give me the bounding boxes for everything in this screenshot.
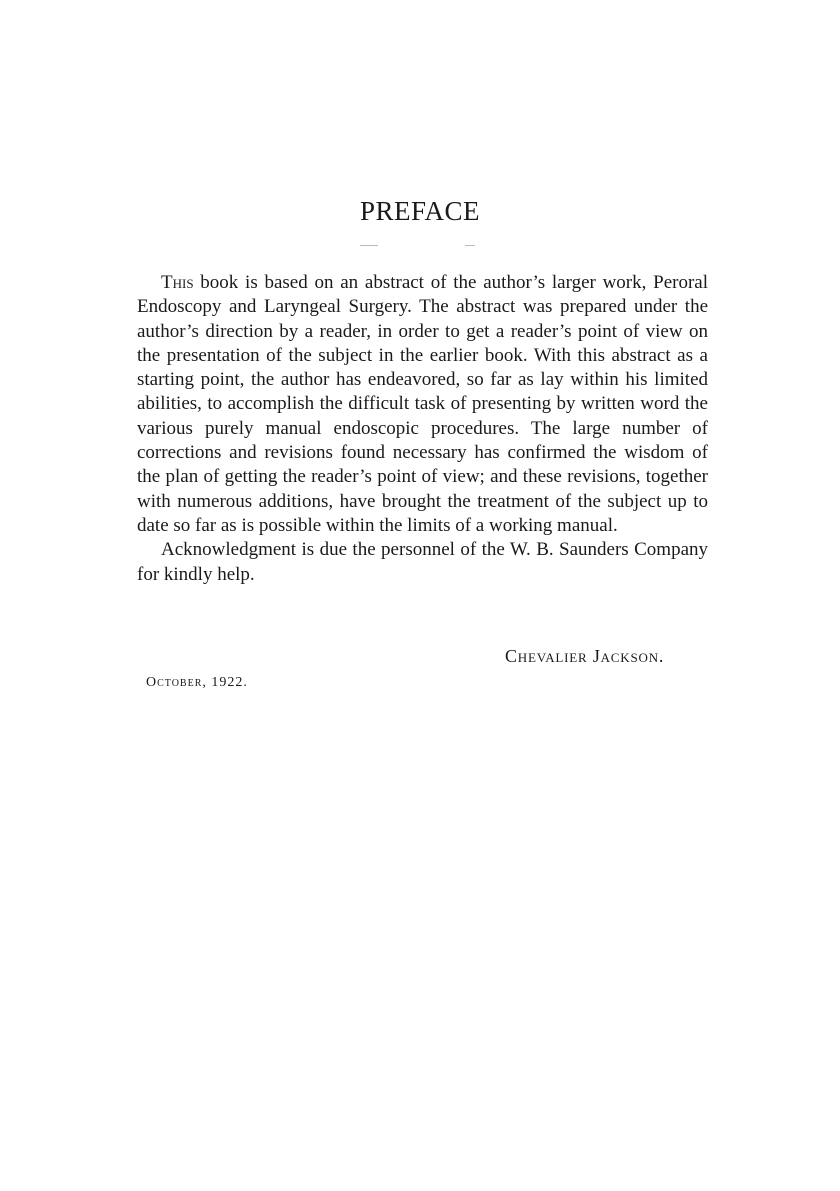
paragraph-lead-word: This [161, 272, 194, 293]
preface-title: PREFACE [359, 196, 481, 226]
paragraph-1-text: book is based on an abstract of the author’s larger work, Peroral Endoscopy and Laryngeal Surgery. The abstract was prepared under the author’s direction by a reader, in order to get a reader’s point of view on the presentation of the subject in the earlier book. With this abstract as a starting point, the author has endeavored, so far as lay within his limited abilities, to accomplish the difficult task of presenting by written word the various purely manual endoscopic procedures. The large number of corrections and revisions found necessary has confirmed the wisdom of the plan of getting the reader’s point of view; and these revisions, together with numerous additions, have brought the treatment of the subject up to date so far as is possible within the limits of a working manual. [137, 272, 708, 536]
title-rule-right [465, 245, 475, 246]
dateline: October, 1922. [146, 675, 248, 690]
preface-paragraph-1 [137, 271, 708, 538]
preface-body [137, 271, 708, 587]
preface-paragraph-2: Acknowledgment is due the personnel of the W. B. Saunders Company for kindly help. [137, 539, 708, 585]
title-rule-left [360, 245, 378, 246]
author-signature: Chevalier Jackson. [505, 646, 665, 666]
